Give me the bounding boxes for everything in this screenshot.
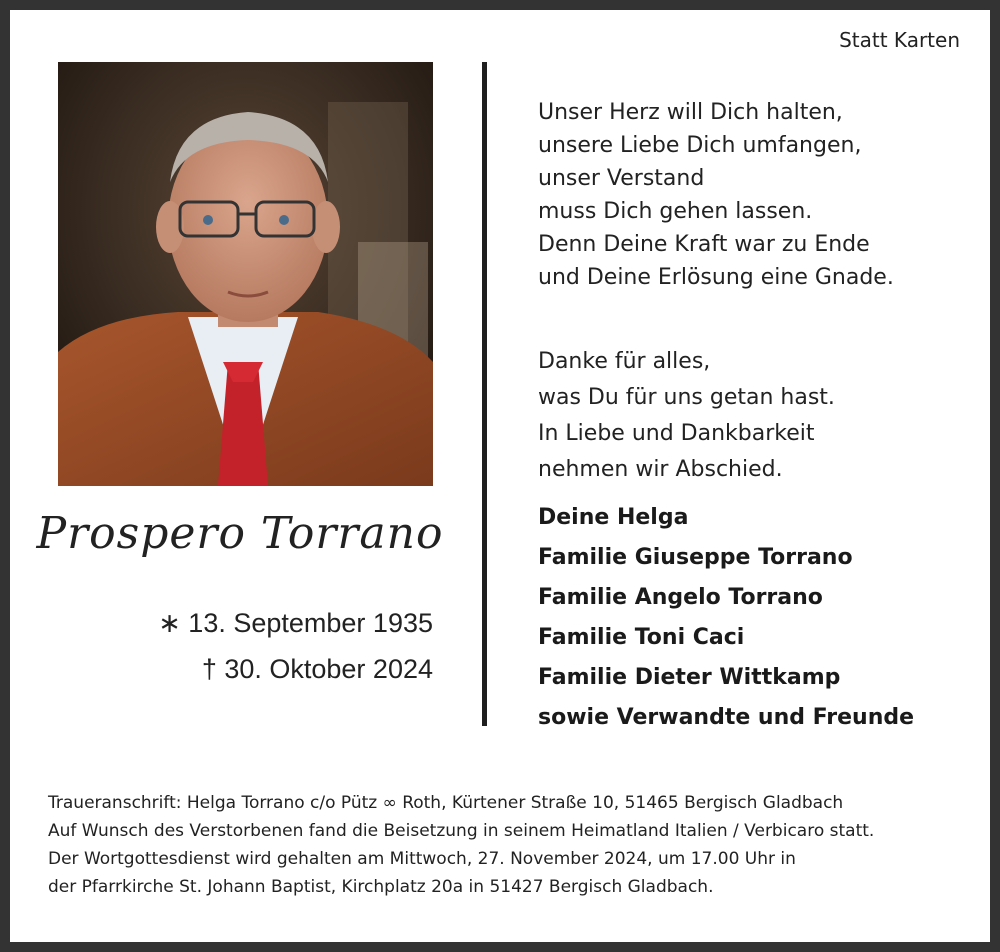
mourner-item: Deine Helga [538, 505, 689, 530]
thanks-line: was Du für uns getan hast. [538, 385, 835, 410]
footer-notice [48, 789, 988, 901]
burial-notice: Auf Wunsch des Verstorbenen fand die Beisetzung in seinem Heimatland Italien / Verbicaro statt. [48, 821, 875, 841]
thanks-text [538, 344, 978, 488]
poem-line: unser Verstand [538, 166, 705, 191]
thanks-line: nehmen wir Abschied. [538, 457, 783, 482]
birth-date: ∗ 13. September 1935 [158, 608, 433, 638]
statt-karten-label: Statt Karten [839, 28, 960, 52]
deceased-name: Prospero Torrano [36, 508, 444, 559]
mourner-item: sowie Verwandte und Freunde [538, 705, 915, 730]
thanks-line: Danke für alles, [538, 349, 711, 374]
service-notice-line-1: Der Wortgottesdienst wird gehalten am Mittwoch, 27. November 2024, um 17.00 Uhr in [48, 849, 796, 869]
thanks-line: In Liebe und Dankbarkeit [538, 421, 815, 446]
vertical-divider [482, 62, 487, 726]
poem [538, 96, 978, 294]
poem-line: und Deine Erlösung eine Gnade. [538, 265, 894, 290]
life-dates [110, 600, 433, 692]
death-date: † 30. Oktober 2024 [201, 654, 433, 684]
mourner-item: Familie Toni Caci [538, 625, 745, 650]
poem-line: Unser Herz will Dich halten, [538, 100, 843, 125]
mourning-address: Traueranschrift: Helga Torrano c/o Pütz ∞ Roth, Kürtener Straße 10, 51465 Bergisch Gladbach [48, 793, 844, 813]
poem-line: muss Dich gehen lassen. [538, 199, 813, 224]
poem-line: unsere Liebe Dich umfangen, [538, 133, 862, 158]
mourner-item: Familie Dieter Wittkamp [538, 665, 841, 690]
mourner-item: Familie Angelo Torrano [538, 585, 823, 610]
poem-line: Denn Deine Kraft war zu Ende [538, 232, 870, 257]
mourners-list [538, 498, 988, 738]
service-notice-line-2: der Pfarrkirche St. Johann Baptist, Kirchplatz 20a in 51427 Bergisch Gladbach. [48, 877, 714, 897]
mourner-item: Familie Giuseppe Torrano [538, 545, 853, 570]
portrait-photo [58, 62, 433, 486]
